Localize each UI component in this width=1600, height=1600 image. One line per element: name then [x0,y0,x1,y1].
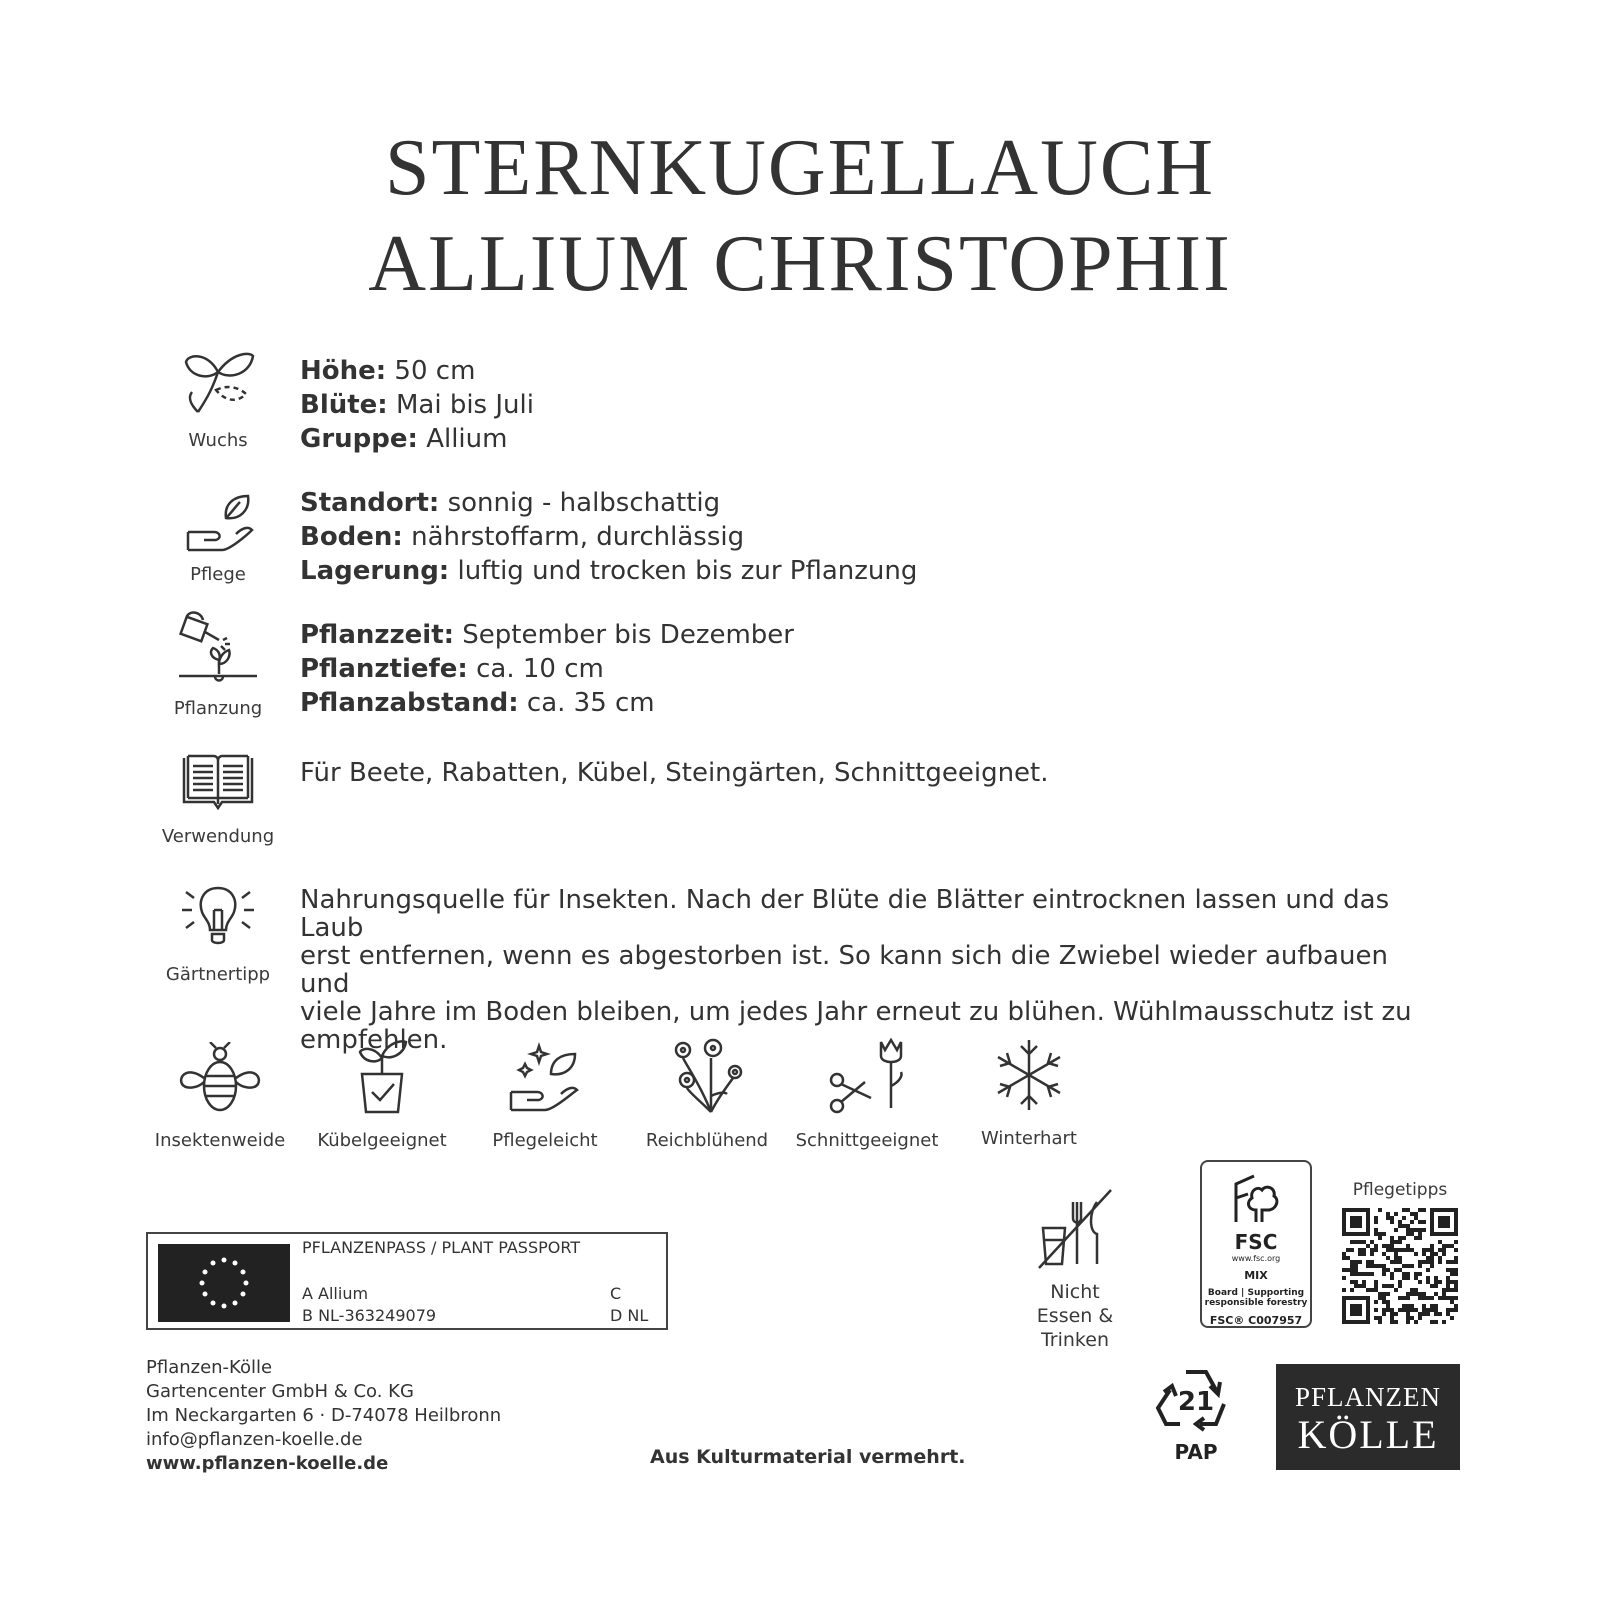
tip-line: erst entfernen, wenn es abgestorben ist. So kann sich die Zwiebel wieder aufbauen und [300,941,1388,999]
feature-winterhart [944,1038,1114,1149]
info-value: ca. 35 cm [518,688,655,718]
info-value: sonnig - halbschattig [439,488,721,518]
info-key: Pflanztiefe: [300,654,468,684]
feature-insektenweide [135,1042,305,1151]
info-value: ca. 10 cm [467,654,604,684]
info-line [300,422,534,456]
company-address [146,1356,501,1476]
section-label: Verwendung [161,826,275,847]
section-verwendung-info: Für Beete, Rabatten, Kübel, Steingärten, Schnittgeeignet. [300,758,1049,788]
eu-stars [200,1258,249,1309]
culture-note: Aus Kulturmaterial vermehrt. [650,1446,966,1468]
info-key: Pflanzzeit: [300,620,455,650]
qr-label: Pflegetipps [1352,1180,1448,1200]
info-line [300,486,917,520]
open-book-icon [180,752,256,812]
tip-line: viele Jahre im Boden bleiben, um jedes Jahr erneut zu blühen. Wühlmausschutz ist zu [300,997,1412,1027]
hand-sparkle-leaf-icon [505,1040,585,1114]
feature-label: Insektenweide [154,1130,286,1151]
info-line [300,618,794,652]
tip-line: Nahrungsquelle für Insekten. Nach der Blüte die Blätter eintrocknen lassen und das Laub [300,885,1390,943]
passport-c: C [610,1284,622,1303]
qr-code-icon[interactable] [1342,1208,1458,1324]
feature-kuebelgeeignet [297,1036,467,1151]
not-edible-warning [1000,1188,1150,1352]
feature-label: Reichblühend [645,1130,769,1151]
not-edible-line1: Nicht [1050,1281,1100,1303]
section-gaertnertipp-info [300,886,1440,1054]
section-verwendung [148,752,288,847]
info-key: Gruppe: [300,424,418,454]
fsc-label [1200,1160,1312,1328]
plant-passport [146,1232,668,1330]
watering-can-icon [175,610,261,690]
fsc-url: www.fsc.org [1231,1254,1281,1263]
info-line [300,354,534,388]
section-label: Pflanzung [173,698,263,719]
recycle-symbol [1154,1364,1238,1464]
eu-flag-icon [158,1244,290,1322]
address-line: Pflanzen-Kölle [146,1357,273,1378]
flower-bouquet-icon [665,1036,749,1114]
feature-label: Schnittgeeignet [795,1130,939,1151]
info-line [300,388,534,422]
section-label: Pflege [190,564,246,585]
brand-logo [1276,1364,1460,1470]
address-line: Gartencenter GmbH & Co. KG [146,1381,414,1402]
info-value: September bis Dezember [454,620,794,650]
section-pflege [148,492,288,585]
info-line [300,652,794,686]
section-wuchs [148,342,288,451]
scissors-tulip-icon [825,1036,909,1114]
section-pflanzung-info [300,618,794,720]
info-key: Höhe: [300,356,387,386]
feature-label: Winterhart [981,1128,1077,1149]
fsc-tree-icon [1226,1172,1286,1228]
tip-line: empfehlen. [300,1025,448,1055]
fsc-board: Board | Supporting [1207,1288,1305,1298]
section-wuchs-info [300,354,534,456]
no-eat-drink-icon [1035,1188,1115,1272]
passport-a: A Allium [302,1284,369,1303]
website-link[interactable]: www.pflanzen-koelle.de [146,1453,389,1474]
fsc-forestry: responsible forestry [1204,1298,1308,1308]
recycle-number: 21 [1177,1387,1215,1417]
info-value: nährstoffarm, durchlässig [402,522,745,552]
product-title-german: STERNKUGELLAUCH [385,124,1215,212]
snowflake-icon [992,1038,1066,1112]
info-key: Standort: [300,488,440,518]
logo-line2: KÖLLE [1297,1412,1439,1457]
info-value: Mai bis Juli [387,390,534,420]
qr-block [1340,1180,1460,1324]
hand-leaf-icon [178,492,258,556]
email-link[interactable]: info@pflanzen-koelle.de [146,1429,363,1450]
info-line [300,554,917,588]
feature-reichbluehend [622,1036,792,1151]
info-value: Allium [417,424,508,454]
section-label: Gärtnertipp [165,964,271,985]
logo-line1: PFLANZEN [1294,1382,1441,1412]
info-line [300,686,794,720]
fsc-mix: MIX [1244,1269,1268,1282]
section-label: Wuchs [188,430,248,451]
recycle-icon [1154,1364,1238,1436]
bee-icon [178,1042,262,1114]
not-edible-line2: Essen & Trinken [1036,1305,1114,1351]
section-pflege-info [300,486,917,588]
section-pflanzung [148,610,288,719]
info-key: Boden: [300,522,403,552]
feature-label: Kübelgeeignet [317,1130,447,1151]
info-key: Pflanzabstand: [300,688,519,718]
fsc-code: FSC® C007957 [1209,1314,1303,1327]
potted-plant-icon [352,1036,412,1114]
product-title-latin: ALLIUM CHRISTOPHII [368,220,1232,308]
passport-heading: PFLANZENPASS / PLANT PASSPORT [302,1238,581,1257]
info-value: luftig und trocken bis zur Pflanzung [449,556,918,586]
info-key: Blüte: [300,390,388,420]
address-line: Im Neckargarten 6 · D-74078 Heilbronn [146,1405,502,1426]
recycle-code: PAP [1174,1440,1218,1464]
section-gaertnertipp [148,880,288,985]
feature-pflegeleicht [460,1040,630,1151]
passport-d: D NL [610,1306,649,1325]
fsc-name: FSC [1234,1230,1278,1254]
plant-leaves-icon [178,342,258,422]
passport-b: B NL-363249079 [302,1306,437,1325]
info-value: 50 cm [386,356,476,386]
light-bulb-icon [178,880,258,950]
info-line [300,520,917,554]
info-key: Lagerung: [300,556,450,586]
feature-schnittgeeignet [782,1036,952,1151]
feature-label: Pflegeleicht [492,1130,598,1151]
